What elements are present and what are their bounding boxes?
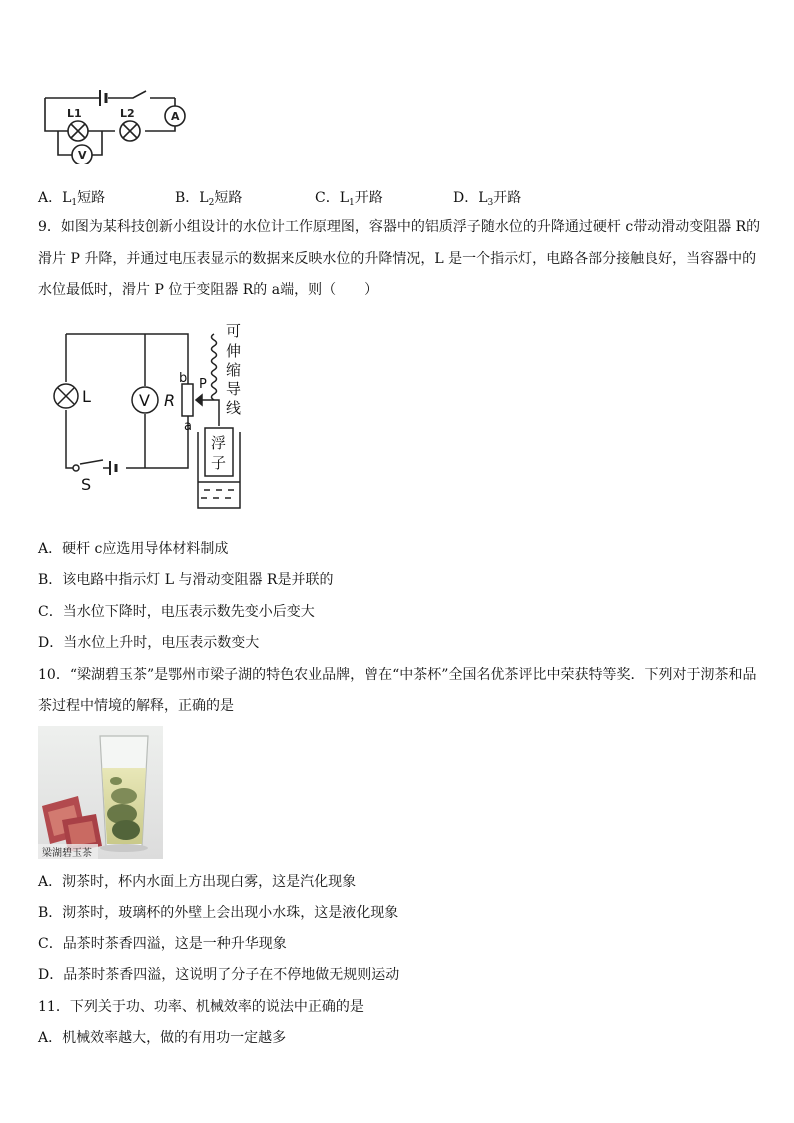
q9-option-d: D．当水位上升时，电压表示数变大 xyxy=(38,635,260,651)
q9-float-label-2: 子 xyxy=(211,454,227,472)
q9-voltmeter-label: V xyxy=(139,391,150,410)
q11-option-a: A．机械效率越大，做的有用功一定越多 xyxy=(38,1030,287,1046)
q8-ammeter-label: A xyxy=(171,110,180,123)
q9-wire-label-2: 伸 xyxy=(226,342,242,360)
q10-tea-photo xyxy=(38,726,163,859)
q9-water-level-circuit xyxy=(48,320,258,515)
q10-option-d: D．品茶时茶香四溢，这说明了分子在不停地做无规则运动 xyxy=(38,967,400,983)
q9-stem-line-3: 水位最低时，滑片 P 位于变阻器 R的 a端，则（ ） xyxy=(38,282,379,298)
q9-end-b-label: b xyxy=(179,371,188,386)
q9-wire-label-5: 线 xyxy=(226,399,242,417)
q9-option-b: B．该电路中指示灯 L 与滑动变阻器 R是并联的 xyxy=(38,572,334,588)
q10-option-c: C．品茶时茶香四溢，这是一种升华现象 xyxy=(38,936,287,952)
q9-lamp-label: L xyxy=(82,387,91,406)
q8-option-c: C．$L_1$开路 xyxy=(315,190,383,208)
q8-label-l1: L1 xyxy=(67,107,82,120)
q9-stem-line-2: 滑片 P 升降，并通过电压表显示的数据来反映水位的升降情况，L 是一个指示灯，电路各部分接触良好，当容器中的 xyxy=(38,251,757,267)
q8-option-d: D．$L_3$开路 xyxy=(453,190,522,208)
q8-option-a: A．$L_1$短路 xyxy=(38,190,106,208)
q9-stem-line-1: 9．如图为某科技创新小组设计的水位计工作原理图，容器中的铝质浮子随水位的升降通过硬杆 c带动滑动变阻器 R的 xyxy=(38,219,761,235)
q9-resistor-label: R xyxy=(164,391,176,410)
q10-option-b: B．沏茶时，玻璃杯的外壁上会出现小水珠，这是液化现象 xyxy=(38,905,399,921)
q9-option-a: A．硬杆 c应选用导体材料制成 xyxy=(38,541,229,557)
q9-wire-label-1: 可 xyxy=(226,322,242,340)
q9-switch-label: S xyxy=(81,475,92,494)
q8-voltmeter-label: V xyxy=(78,149,87,162)
q10-stem-line-1: 10．“梁湖碧玉茶”是鄂州市梁子湖的特色农业品牌，曾在“中茶杯”全国名优茶评比中荣获特等奖．下列对于沏茶和品 xyxy=(38,667,757,683)
q9-option-c: C．当水位下降时，电压表示数先变小后变大 xyxy=(38,604,315,620)
q9-wire-label-4: 导 xyxy=(226,380,242,398)
q10-option-a: A．沏茶时，杯内水面上方出现白雾，这是汽化现象 xyxy=(38,874,357,890)
q10-stem-line-2: 茶过程中情境的解释，正确的是 xyxy=(38,698,234,714)
q11-stem: 11．下列关于功、功率、机械效率的说法中正确的是 xyxy=(38,999,364,1015)
q9-wire-label-3: 缩 xyxy=(226,361,242,379)
q9-slider-p-label: P xyxy=(199,377,207,392)
q9-float-label-1: 浮 xyxy=(211,434,227,452)
q8-circuit-diagram xyxy=(38,86,190,164)
q9-end-a-label: a xyxy=(184,419,192,434)
q8-label-l2: L2 xyxy=(120,107,135,120)
q8-option-b: B．$L_2$短路 xyxy=(175,190,243,208)
q10-photo-caption: 梁湖碧玉茶 xyxy=(42,848,92,859)
